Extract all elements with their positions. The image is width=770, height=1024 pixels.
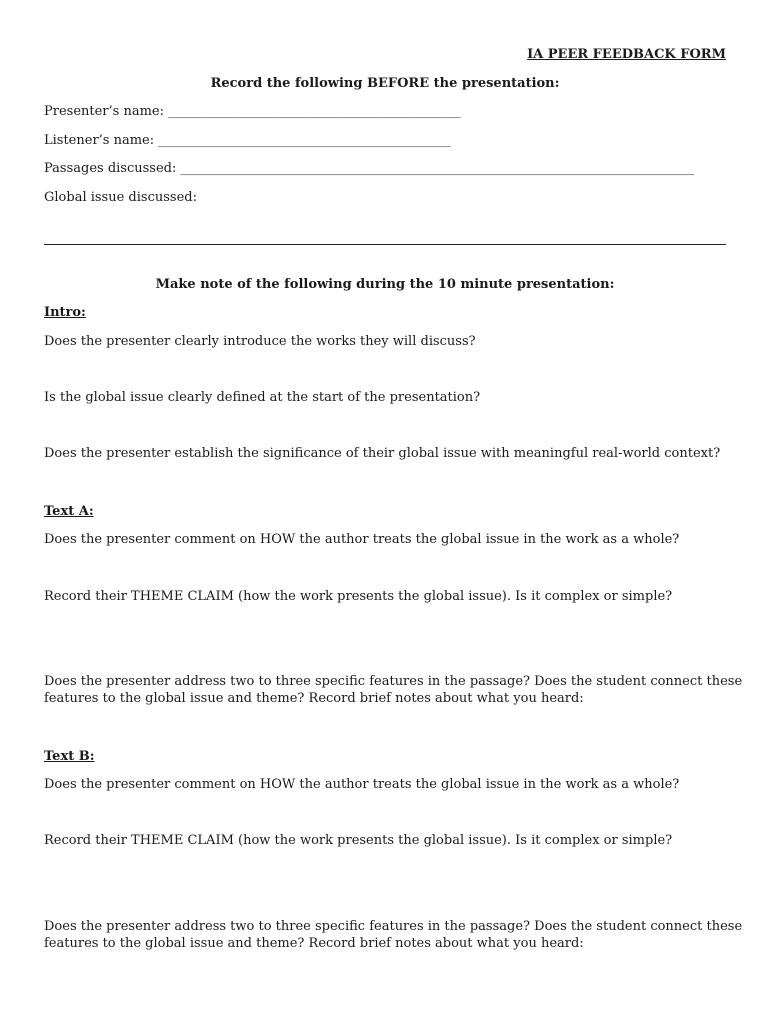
text-b-heading: Text B: <box>44 749 95 764</box>
listener-name-field: Listener’s name: _____________________________________________ <box>44 133 451 148</box>
during-heading: Make note of the following during the 10 minute presentation: <box>155 277 615 292</box>
intro-question-3: Does the presenter establish the significance of their global issue with meaningful real-world context? <box>44 446 721 461</box>
divider-line <box>44 244 726 245</box>
intro-question-2: Is the global issue clearly defined at the start of the presentation? <box>44 390 481 405</box>
text-a-question-2: Record their THEME CLAIM (how the work presents the global issue). Is it complex or simple? <box>44 589 673 604</box>
text-b-question-3-line-1: Does the presenter address two to three specific features in the passage? Does the student connect these <box>44 919 743 934</box>
text-b-question-2: Record their THEME CLAIM (how the work presents the global issue). Is it complex or simple? <box>44 833 673 848</box>
text-b-question-3-line-2: features to the global issue and theme? Record brief notes about what you heard: <box>44 936 584 951</box>
text-a-question-3-line-2: features to the global issue and theme? Record brief notes about what you heard: <box>44 691 584 706</box>
text-a-heading: Text A: <box>44 504 94 519</box>
intro-heading: Intro: <box>44 305 86 320</box>
text-a-question-1: Does the presenter comment on HOW the author treats the global issue in the work as a whole? <box>44 532 680 547</box>
before-heading: Record the following BEFORE the presentation: <box>210 76 560 91</box>
text-b-question-1: Does the presenter comment on HOW the author treats the global issue in the work as a whole? <box>44 777 680 792</box>
global-issue-field: Global issue discussed: <box>44 190 197 205</box>
presenter-name-field: Presenter’s name: _____________________________________________ <box>44 104 461 119</box>
form-title: IA PEER FEEDBACK FORM <box>527 47 726 62</box>
intro-question-1: Does the presenter clearly introduce the works they will discuss? <box>44 334 476 349</box>
text-a-question-3-line-1: Does the presenter address two to three specific features in the passage? Does the student connect these <box>44 674 743 689</box>
passages-discussed-field: Passages discussed: _______________________________________________________________________________ <box>44 161 694 176</box>
